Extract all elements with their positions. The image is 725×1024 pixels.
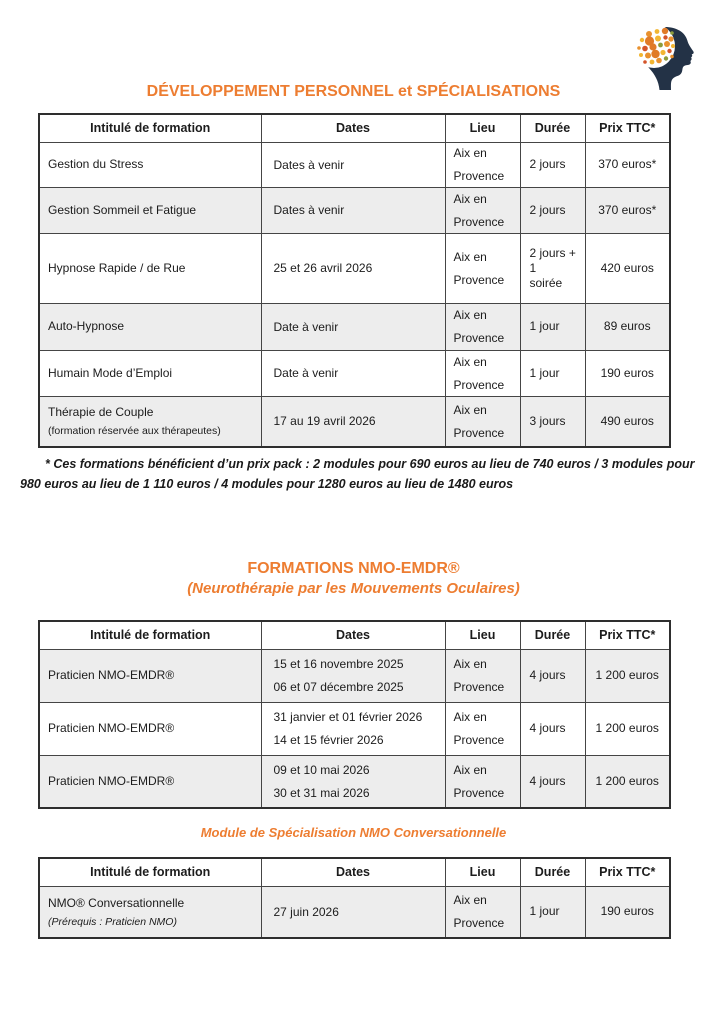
duree-cell: 4 jours: [520, 755, 585, 808]
lieu-cell: Aix en Provence: [445, 187, 520, 233]
formations-table-nmo-emdr: [38, 620, 671, 809]
table-header-row: [39, 858, 670, 886]
course-name-cell: Gestion du Stress: [39, 142, 261, 187]
course-name-cell: Praticien NMO-EMDR®: [39, 649, 261, 702]
table-row: [39, 350, 670, 396]
table-row: [39, 303, 670, 350]
dates-cell: Date à venir: [261, 350, 445, 396]
course-name-cell: NMO® Conversationnelle (Prérequis : Praticien NMO): [39, 886, 261, 938]
table-row: [39, 187, 670, 233]
column-header-lieu: Lieu: [445, 858, 520, 886]
table-row: [39, 142, 670, 187]
course-name-cell: Praticien NMO-EMDR®: [39, 755, 261, 808]
duree-cell: 4 jours: [520, 702, 585, 755]
column-header-duree: Durée: [520, 114, 585, 142]
prix-cell: 190 euros: [585, 350, 670, 396]
section-title-module-conversationnelle: Module de Spécialisation NMO Conversationnelle: [200, 825, 507, 840]
prix-cell: 1 200 euros: [585, 702, 670, 755]
table-row: [39, 886, 670, 938]
column-header-prix: Prix TTC*: [585, 858, 670, 886]
lieu-cell: Aix en Provence: [445, 233, 520, 303]
column-header-dates: Dates: [261, 114, 445, 142]
dates-cell: 25 et 26 avril 2026: [261, 233, 445, 303]
duree-cell: 1 jour: [520, 350, 585, 396]
lieu-cell: Aix en Provence: [445, 886, 520, 938]
dates-cell: 17 au 19 avril 2026: [261, 396, 445, 447]
column-header-lieu: Lieu: [445, 621, 520, 649]
lieu-cell: Aix en Provence: [445, 702, 520, 755]
column-header-intitule: Intitulé de formation: [39, 621, 261, 649]
duree-cell: 2 jours: [520, 142, 585, 187]
table-header-row: [39, 114, 670, 142]
prix-cell: 420 euros: [585, 233, 670, 303]
prix-cell: 1 200 euros: [585, 755, 670, 808]
lieu-cell: Aix en Provence: [445, 303, 520, 350]
column-header-dates: Dates: [261, 621, 445, 649]
dates-cell: Dates à venir: [261, 187, 445, 233]
dates-cell: 27 juin 2026: [261, 886, 445, 938]
column-header-dates: Dates: [261, 858, 445, 886]
table-row: [39, 233, 670, 303]
formations-table-nmo-conversationnelle: [38, 857, 671, 939]
course-name-cell: Humain Mode d’Emploi: [39, 350, 261, 396]
duree-cell: 2 jours + 1 soirée: [520, 233, 585, 303]
section-header-nmo-emdr: [38, 559, 669, 599]
prix-cell: 370 euros*: [585, 187, 670, 233]
lieu-cell: Aix en Provence: [445, 396, 520, 447]
prix-cell: 1 200 euros: [585, 649, 670, 702]
prix-cell: 370 euros*: [585, 142, 670, 187]
table-header-row: [39, 621, 670, 649]
table-row: [39, 396, 670, 447]
prix-cell: 89 euros: [585, 303, 670, 350]
course-name-cell: Hypnose Rapide / de Rue: [39, 233, 261, 303]
formations-table-developpement: [38, 113, 671, 448]
column-header-prix: Prix TTC*: [585, 621, 670, 649]
table-row: [39, 649, 670, 702]
table-row: [39, 755, 670, 808]
footnote-line-1: * Ces formations bénéficient d’un prix pack : 2 modules pour 690 euros au lieu de 740 euros / 3 modules pour: [45, 457, 695, 471]
section-title-developpement-personnel: DÉVELOPPEMENT PERSONNEL et SPÉCIALISATIONS: [146, 83, 561, 100]
column-header-duree: Durée: [520, 621, 585, 649]
duree-cell: 1 jour: [520, 303, 585, 350]
column-header-intitule: Intitulé de formation: [39, 114, 261, 142]
dates-cell: 09 et 10 mai 2026 30 et 31 mai 2026: [261, 755, 445, 808]
head-brain-logo-icon: [628, 24, 700, 92]
table-row: [39, 702, 670, 755]
section-subtitle-nmo-emdr: (Neurothérapie par les Mouvements Oculaires): [187, 580, 520, 597]
course-name-cell: Auto-Hypnose: [39, 303, 261, 350]
lieu-cell: Aix en Provence: [445, 142, 520, 187]
column-header-lieu: Lieu: [445, 114, 520, 142]
lieu-cell: Aix en Provence: [445, 755, 520, 808]
lieu-cell: Aix en Provence: [445, 350, 520, 396]
column-header-intitule: Intitulé de formation: [39, 858, 261, 886]
dates-cell: Date à venir: [261, 303, 445, 350]
column-header-prix: Prix TTC*: [585, 114, 670, 142]
column-header-duree: Durée: [520, 858, 585, 886]
dates-cell: 31 janvier et 01 février 2026 14 et 15 février 2026: [261, 702, 445, 755]
lieu-cell: Aix en Provence: [445, 649, 520, 702]
section-title-nmo-emdr: FORMATIONS NMO-EMDR®: [247, 560, 460, 577]
footnote-line-2: 980 euros au lieu de 1 110 euros / 4 modules pour 1280 euros au lieu de 1480 euros: [20, 477, 514, 491]
dates-cell: Dates à venir: [261, 142, 445, 187]
duree-cell: 2 jours: [520, 187, 585, 233]
page-content: [20, 82, 695, 939]
duree-cell: 3 jours: [520, 396, 585, 447]
prix-cell: 490 euros: [585, 396, 670, 447]
duree-cell: 4 jours: [520, 649, 585, 702]
duree-cell: 1 jour: [520, 886, 585, 938]
prix-cell: 190 euros: [585, 886, 670, 938]
course-name-cell: Thérapie de Couple (formation réservée aux thérapeutes): [39, 396, 261, 447]
course-name-cell: Praticien NMO-EMDR®: [39, 702, 261, 755]
course-name-cell: Gestion Sommeil et Fatigue: [39, 187, 261, 233]
dates-cell: 15 et 16 novembre 2025 06 et 07 décembre 2025: [261, 649, 445, 702]
price-pack-footnote: [20, 454, 695, 494]
